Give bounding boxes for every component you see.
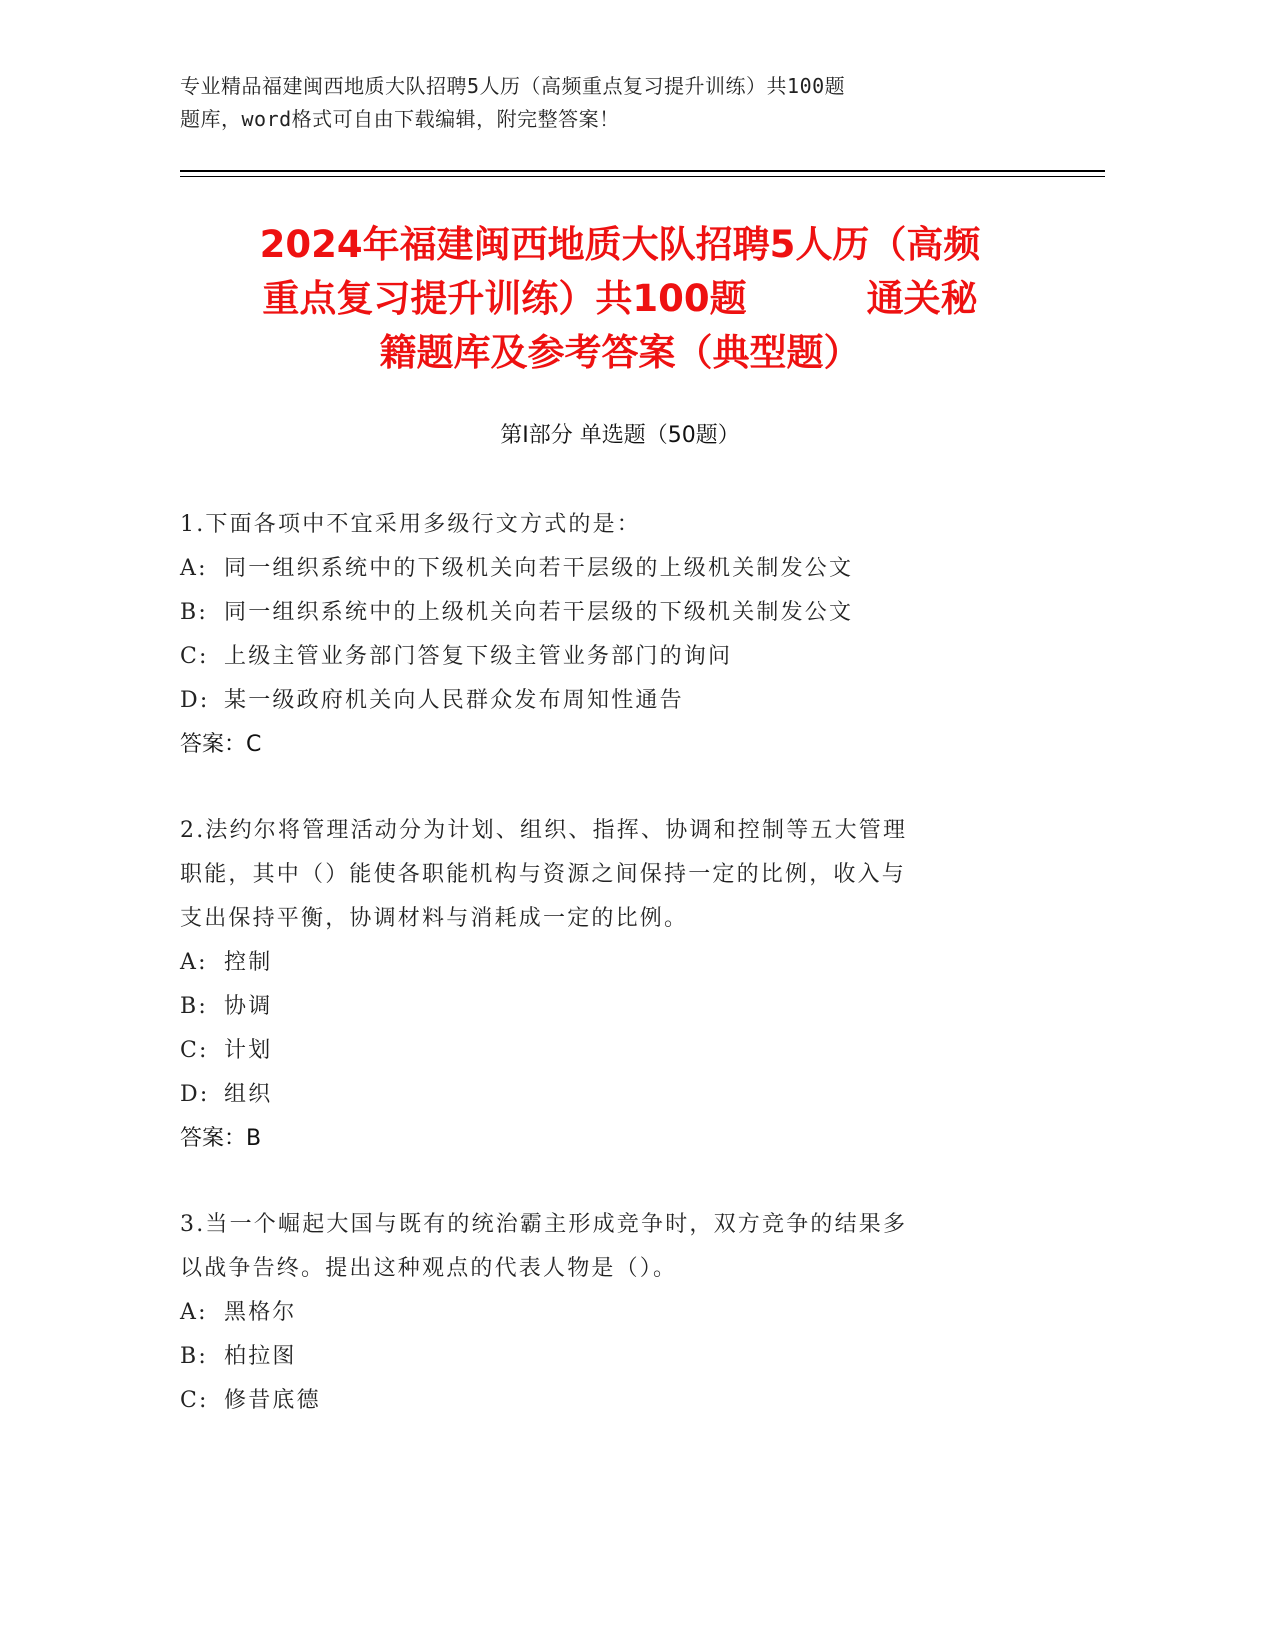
section-heading: 第Ⅰ部分 单选题（50题）	[500, 423, 740, 448]
option-letter: C:	[180, 644, 209, 669]
answer-line: 答案：C	[180, 732, 262, 757]
question-stem-line-2: 以战争告终。提出这种观点的代表人物是（）。	[180, 1256, 678, 1281]
option-d	[180, 1073, 1040, 1117]
option-b	[180, 591, 1040, 635]
option-text: 某一级政府机关向人民群众发布周知性通告	[224, 688, 684, 713]
question-stem-line-1: 2.法约尔将管理活动分为计划、组织、指挥、协调和控制等五大管理	[180, 818, 908, 843]
option-letter: B:	[180, 600, 208, 625]
option-text: 控制	[224, 950, 273, 975]
title-line-2	[150, 272, 1090, 326]
title-line-3: 籍题库及参考答案（典型题）	[379, 331, 861, 374]
question-stem: 1.下面各项中不宜采用多级行文方式的是：	[180, 512, 641, 537]
option-letter: A:	[180, 1300, 208, 1325]
option-text: 上级主管业务部门答复下级主管业务部门的询问	[224, 644, 733, 669]
document-title	[150, 218, 1090, 380]
title-line-2a: 重点复习提升训练）共100题	[262, 277, 747, 320]
title-line-2b: 通关秘	[866, 277, 978, 320]
option-letter: D:	[180, 688, 210, 713]
option-letter: D:	[180, 1082, 210, 1107]
option-letter: A:	[180, 556, 208, 581]
option-text: 协调	[224, 994, 273, 1019]
question-1	[180, 503, 1040, 767]
option-text: 同一组织系统中的上级机关向若干层级的下级机关制发公文	[224, 600, 854, 625]
question-stem-line-3: 支出保持平衡，协调材料与消耗成一定的比例。	[180, 906, 689, 931]
option-c	[180, 1029, 1040, 1073]
header-rule-thin	[180, 176, 1105, 177]
option-letter: C:	[180, 1038, 209, 1063]
option-d	[180, 679, 1040, 723]
header-note-line-1: 专业精品福建闽西地质大队招聘5人历（高频重点复习提升训练）共100题	[180, 74, 846, 98]
option-text: 柏拉图	[224, 1344, 297, 1369]
option-a	[180, 941, 1040, 985]
option-letter: C:	[180, 1388, 209, 1413]
option-c	[180, 1379, 1040, 1423]
option-text: 组织	[224, 1082, 273, 1107]
option-letter: B:	[180, 1344, 208, 1369]
header-note	[180, 70, 1040, 136]
option-letter: A:	[180, 950, 208, 975]
title-line-1: 2024年福建闽西地质大队招聘5人历（高频	[259, 223, 981, 266]
option-b	[180, 1335, 1040, 1379]
question-list	[180, 503, 1040, 1465]
option-c	[180, 635, 1040, 679]
option-text: 计划	[224, 1038, 273, 1063]
question-3	[180, 1203, 1040, 1423]
header-rule-thick	[180, 170, 1105, 172]
question-2	[180, 809, 1040, 1161]
option-text: 修昔底德	[224, 1388, 321, 1413]
option-letter: B:	[180, 994, 208, 1019]
option-a	[180, 547, 1040, 591]
header-note-line-2: 题库，word格式可自由下载编辑，附完整答案！	[180, 107, 620, 131]
question-stem-line-2: 职能，其中（）能使各职能机构与资源之间保持一定的比例，收入与	[180, 862, 907, 887]
option-text: 黑格尔	[224, 1300, 297, 1325]
option-text: 同一组织系统中的下级机关向若干层级的上级机关制发公文	[224, 556, 854, 581]
question-stem-line-1: 3.当一个崛起大国与既有的统治霸主形成竞争时，双方竞争的结果多	[180, 1212, 908, 1237]
option-b	[180, 985, 1040, 1029]
answer-line: 答案：B	[180, 1126, 262, 1151]
option-a	[180, 1291, 1040, 1335]
